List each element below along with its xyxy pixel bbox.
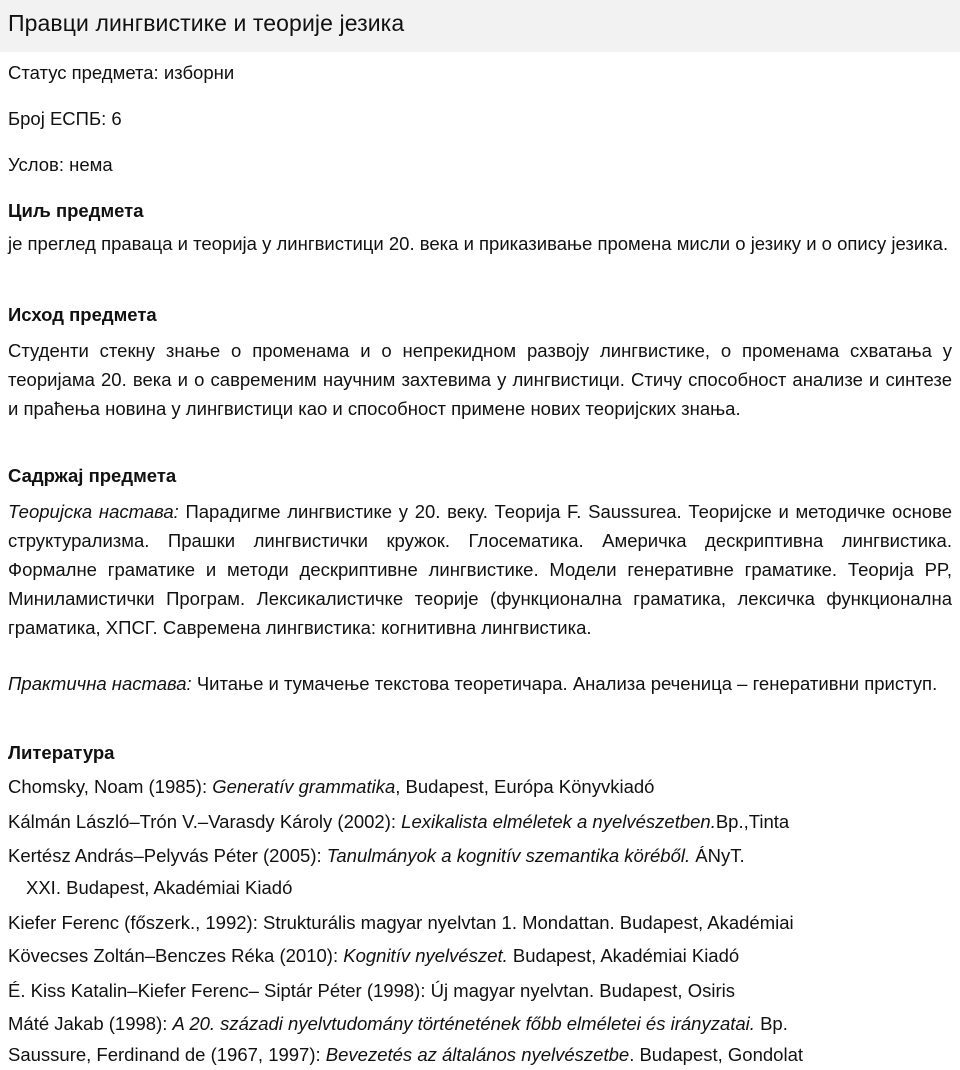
literature-publisher: Budapest, Akadémiai Kiadó [507, 945, 740, 966]
literature-publisher: Bp. [754, 1013, 788, 1034]
literature-author: É. Kiss Katalin–Kiefer Ferenc– Siptár Péter (1998): Új magyar nyelvtan. Budapest, Osiris [8, 980, 735, 1001]
literature-title: Bevezetés az általános nyelvészetbe [325, 1044, 630, 1065]
theory-label: Теоријска настава: [8, 501, 179, 522]
literature-publisher: . Budapest, Gondolat [629, 1044, 804, 1065]
literature-title: Kognitív nyelvészet. [343, 945, 508, 966]
literature-author: Saussure, Ferdinand de (1967, 1997): [8, 1044, 326, 1065]
literature-author: Máté Jakab (1998): [8, 1013, 173, 1034]
literature-author: Kiefer Ferenc (főszerk., 1992): Strukturális magyar nyelvtan 1. Mondattan. Budapest, Akadémiai [8, 912, 794, 933]
literature-title: A 20. századi nyelvtudomány történetének főbb elméletei és irányzatai. [172, 1013, 755, 1034]
literature-author: Kálmán László–Trón V.–Varasdy Károly (2002): [8, 811, 402, 832]
literature-item [26, 877, 292, 899]
literature-item [8, 776, 654, 798]
practice-text: Читање и тумачење текстова теоретичара. Анализа реченица – генеративни приступ. [191, 673, 938, 694]
literature-item [8, 845, 745, 867]
practice-paragraph [8, 669, 952, 698]
literature-heading: Литература [8, 742, 115, 763]
literature-author: Chomsky, Noam (1985): [8, 776, 213, 797]
literature-publisher: Bp.,Tinta [715, 811, 790, 832]
practice-label: Практична настава: [8, 673, 192, 694]
literature-author: XXI. Budapest, Akadémiai Kiadó [26, 877, 293, 898]
goal-text: је преглед праваца и теорија у лингвистици 20. века и приказивање промена мисли о језику и о опису језика. [8, 233, 949, 254]
literature-author: Kövecses Zoltán–Benczes Réka (2010): [8, 945, 344, 966]
course-status: Статус предмета: изборни [8, 62, 235, 83]
theory-text: Парадигме лингвистике у 20. веку. Теорија F. Saussurea. Теоријске и методичке основе структурализма. Прашки лингвистички кружок. Глосематика. Америчка дескриптивна лингвистика. Формалне граматике и методи дескриптивне лингвистике. Модели генеративне граматике. Теорија PP, Миниламистички Програм. Лексикалистичке теорије (функционална граматика, лексичка функционална граматика, ХПСГ. Савремена лингвистика: когнитивна лингвистика. [8, 501, 952, 638]
theory-paragraph [8, 497, 952, 642]
ects-credits: Број ЕСПБ: 6 [8, 108, 122, 129]
literature-item [8, 1013, 788, 1035]
content-heading: Садржај предмета [8, 465, 177, 486]
goal-heading: Циљ предмета [8, 200, 144, 221]
page-title: Правци лингвистике и теорије језика [0, 0, 960, 52]
literature-item [8, 912, 794, 934]
outcome-heading: Исход предмета [8, 304, 157, 325]
literature-item [8, 1044, 803, 1066]
literature-title: Tanulmányok a kognitív szemantika köréből. [326, 845, 691, 866]
outcome-text: Студенти стекну знање о променама и о непрекидном развоју лингвистике, о променама схватања у теоријама 20. века и о савременим научним захтевима у лингвистици. Стичу способност анализе и синтезе и праћења новина у лингвистици као и способност примене нових теоријских знања. [8, 340, 952, 419]
literature-item [8, 945, 739, 967]
literature-title: Lexikalista elméletek a nyelvészetben. [401, 811, 716, 832]
literature-publisher: ÁNyT. [690, 845, 745, 866]
literature-title: Generatív grammatika [212, 776, 396, 797]
literature-publisher: , Budapest, Európa Könyvkiadó [395, 776, 655, 797]
literature-item [8, 980, 735, 1002]
course-condition: Услов: нема [8, 154, 113, 175]
literature-item [8, 811, 789, 833]
literature-author: Kertész András–Pelyvás Péter (2005): [8, 845, 327, 866]
